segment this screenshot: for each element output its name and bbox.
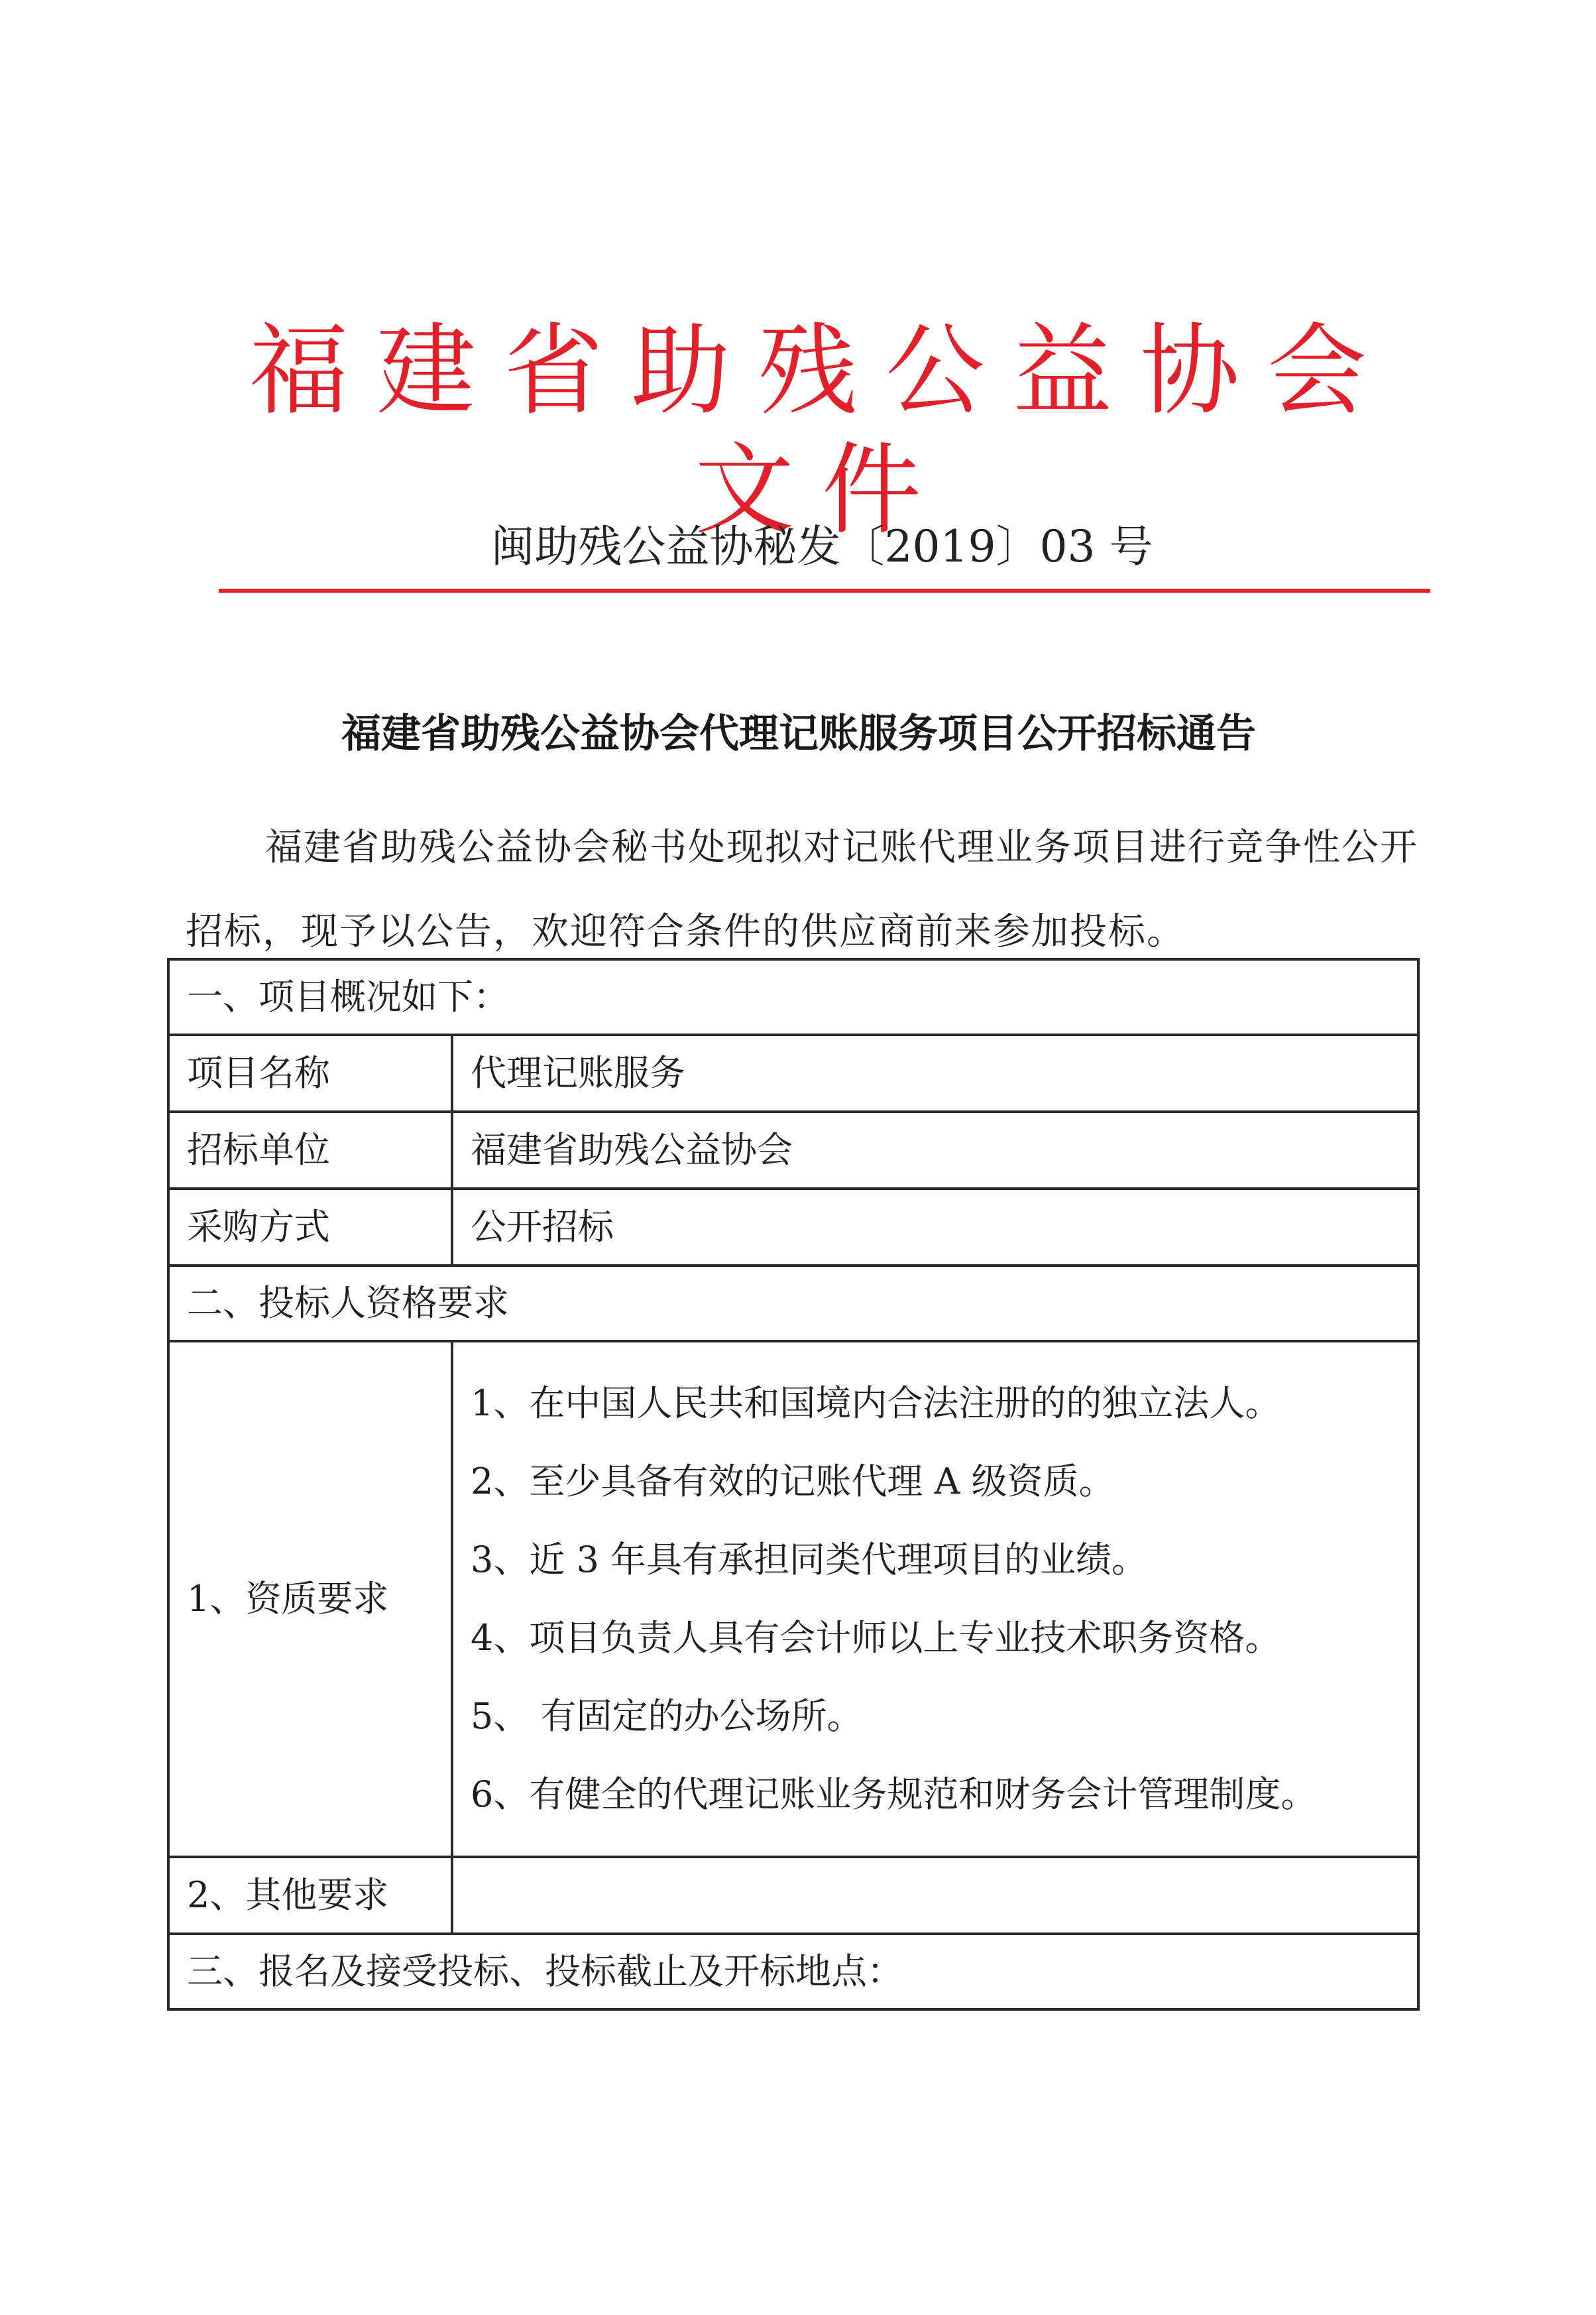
tender-table bbox=[167, 958, 1420, 2011]
table-row bbox=[168, 1934, 1418, 2009]
overview-value: 公开招标 bbox=[452, 1189, 1418, 1266]
overview-value: 福建省助残公益协会 bbox=[452, 1112, 1418, 1189]
section2-heading: 二、投标人资格要求 bbox=[168, 1266, 1418, 1341]
other-requirements-value bbox=[452, 1857, 1418, 1934]
qualification-item: 3、近 3 年具有承担同类代理项目的业绩。 bbox=[471, 1539, 1148, 1580]
table-row bbox=[168, 1857, 1418, 1934]
section3-heading: 三、报名及接受投标、投标截止及开标地点： bbox=[168, 1934, 1418, 2009]
qualification-item: 1、在中国人民共和国境内合法注册的的独立法人。 bbox=[471, 1382, 1281, 1424]
qualification-item: 4、项目负责人具有会计师以上专业技术职务资格。 bbox=[471, 1617, 1281, 1659]
overview-label: 项目名称 bbox=[168, 1035, 452, 1112]
notice-title: 福建省助残公益协会代理记账服务项目公开招标通告 bbox=[341, 711, 1256, 757]
table-row bbox=[168, 1189, 1418, 1266]
overview-value: 代理记账服务 bbox=[452, 1035, 1418, 1112]
other-requirements-label: 2、其他要求 bbox=[168, 1857, 452, 1934]
qualification-item: 5、 有固定的办公场所。 bbox=[471, 1695, 863, 1737]
document-number: 闽助残公益协秘发〔2019〕03 号 bbox=[490, 521, 1153, 572]
intro-paragraph: 福建省助残公益协会秘书处现拟对记账代理业务项目进行竞争性公开招标，现予以公告，欢迎符合条件的供应商前来参加投标。 bbox=[186, 826, 1418, 953]
qualification-list bbox=[452, 1341, 1418, 1857]
document-header-title: 福建省助残公益协会文件 bbox=[249, 314, 1395, 548]
qualification-item: 6、有健全的代理记账业务规范和财务会计管理制度。 bbox=[471, 1773, 1317, 1815]
table-row bbox=[168, 1266, 1418, 1341]
overview-label: 采购方式 bbox=[168, 1189, 452, 1266]
qualification-label: 1、资质要求 bbox=[168, 1341, 452, 1857]
table-row bbox=[168, 1035, 1418, 1112]
red-divider-line bbox=[219, 589, 1430, 593]
section1-heading: 一、项目概况如下： bbox=[168, 959, 1418, 1035]
table-row bbox=[168, 1341, 1418, 1857]
table-row bbox=[168, 1112, 1418, 1189]
table-row bbox=[168, 959, 1418, 1035]
qualification-item: 2、至少具备有效的记账代理 A 级资质。 bbox=[471, 1460, 1115, 1502]
overview-label: 招标单位 bbox=[168, 1112, 452, 1189]
